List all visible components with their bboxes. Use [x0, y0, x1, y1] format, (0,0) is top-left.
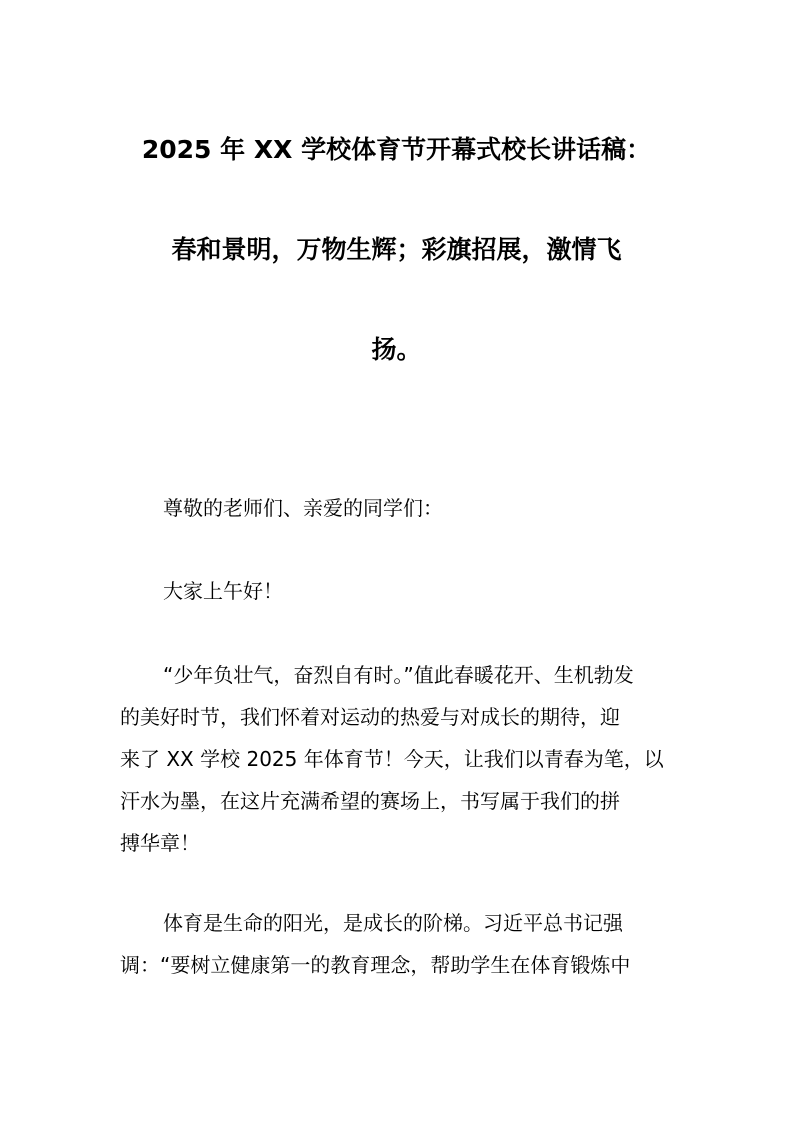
opening-paragraph — [120, 654, 676, 864]
greeting-paragraph — [120, 570, 676, 612]
paragraph-line: 搏华章！ — [120, 831, 200, 855]
salutation-paragraph — [120, 487, 676, 529]
paragraph-line: 汗水为墨，在这片充满希望的赛场上，书写属于我们的拼 — [120, 789, 620, 813]
title-line-2: 春和景明，万物生辉；彩旗招展，激情飞 — [171, 235, 622, 264]
paragraph-line: 的美好时节，我们怀着对运动的热爱与对成长的期待，迎 — [120, 705, 620, 729]
paragraph-line: 来了 XX 学校 2025 年体育节！今天，让我们以青春为笔，以 — [120, 747, 664, 771]
paragraph-line: 体育是生命的阳光，是成长的阶梯。习近平总书记强 — [163, 911, 623, 935]
title-line-3: 扬。 — [371, 335, 422, 364]
title-line-1: 2025 年 XX 学校体育节开幕式校长讲话稿： — [141, 135, 652, 164]
sports-paragraph — [120, 902, 676, 986]
paragraph-line: “少年负壮气，奋烈自有时。”值此春暖花开、生机勃发 — [163, 663, 634, 687]
greeting-text: 大家上午好！ — [163, 579, 283, 603]
salutation-text: 尊敬的老师们、亲爱的同学们： — [163, 496, 443, 520]
paragraph-line: 调：“要树立健康第一的教育理念，帮助学生在体育锻炼中 — [120, 953, 631, 977]
